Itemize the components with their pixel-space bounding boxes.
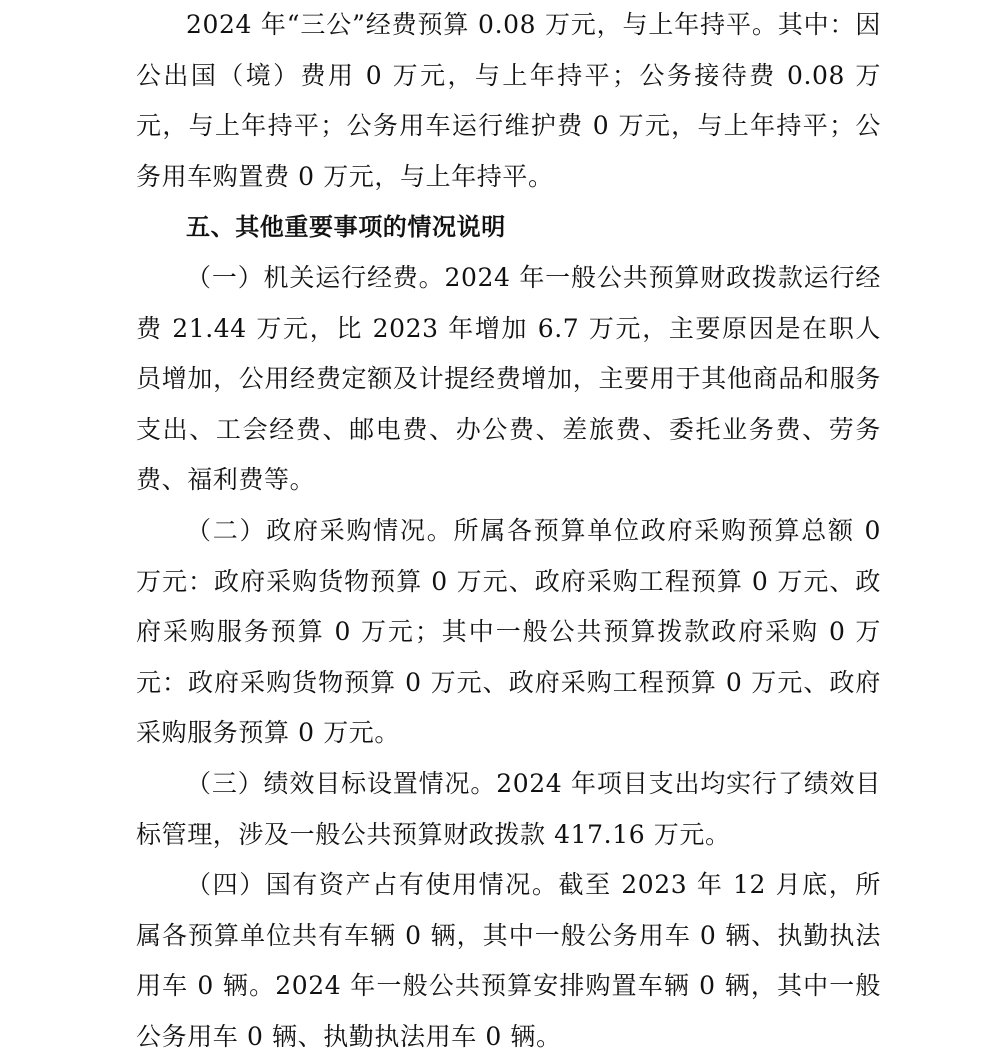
performance-goals-paragraph xyxy=(136,759,881,860)
performance-goals-text: 2024 年项目支出均实行了绩效目标管理，涉及一般公共预算财政拨款 417.16 万元。 xyxy=(136,768,881,849)
state-assets-lead: （四）国有资产占有使用情况。 xyxy=(186,870,559,900)
procurement-lead: （二）政府采购情况。 xyxy=(186,515,454,545)
operating-expenses-text: 2024 年一般公共预算财政拨款运行经费 21.44 万元，比 2023 年增加 6.7 万元，主要原因是在职人员增加，公用经费定额及计提经费增加，主要用于其他商品和服务支出、工会经费、邮电费、办公费、差旅费、委托业务费、劳务费、福利费等。 xyxy=(136,262,881,495)
procurement-text: 所属各预算单位政府采购预算总额 0 万元：政府采购货物预算 0 万元、政府采购工程预算 0 万元、政府采购服务预算 0 万元；其中一般公共预算拨款政府采购 0 万元：政府采购货物预算 0 万元、政府采购工程预算 0 万元、政府采购服务预算 0 万元。 xyxy=(136,515,881,748)
document-page xyxy=(136,0,881,1062)
operating-expenses-lead: （一）机关运行经费。 xyxy=(186,262,445,292)
performance-goals-lead: （三）绩效目标设置情况。 xyxy=(186,768,497,798)
three-public-expenses-paragraph xyxy=(136,0,881,202)
state-assets-text: 截至 2023 年 12 月底，所属各预算单位共有车辆 0 辆，其中一般公务用车 0 辆、执勤执法用车 0 辆。2024 年一般公共预算安排购置车辆 0 辆，其中一般公务用车 0 辆、执勤执法用车 0 辆。 xyxy=(136,870,881,1051)
section-heading: 五、其他重要事项的情况说明 xyxy=(186,213,506,242)
procurement-paragraph xyxy=(136,506,881,759)
three-public-expenses-text: 2024 年“三公”经费预算 0.08 万元，与上年持平。其中：因公出国（境）费用 0 万元，与上年持平；公务接待费 0.08 万元，与上年持平；公务用车运行维护费 0 万元，与上年持平；公务用车购置费 0 万元，与上年持平。 xyxy=(136,10,881,191)
state-assets-paragraph xyxy=(136,860,881,1062)
operating-expenses-paragraph xyxy=(136,253,881,506)
